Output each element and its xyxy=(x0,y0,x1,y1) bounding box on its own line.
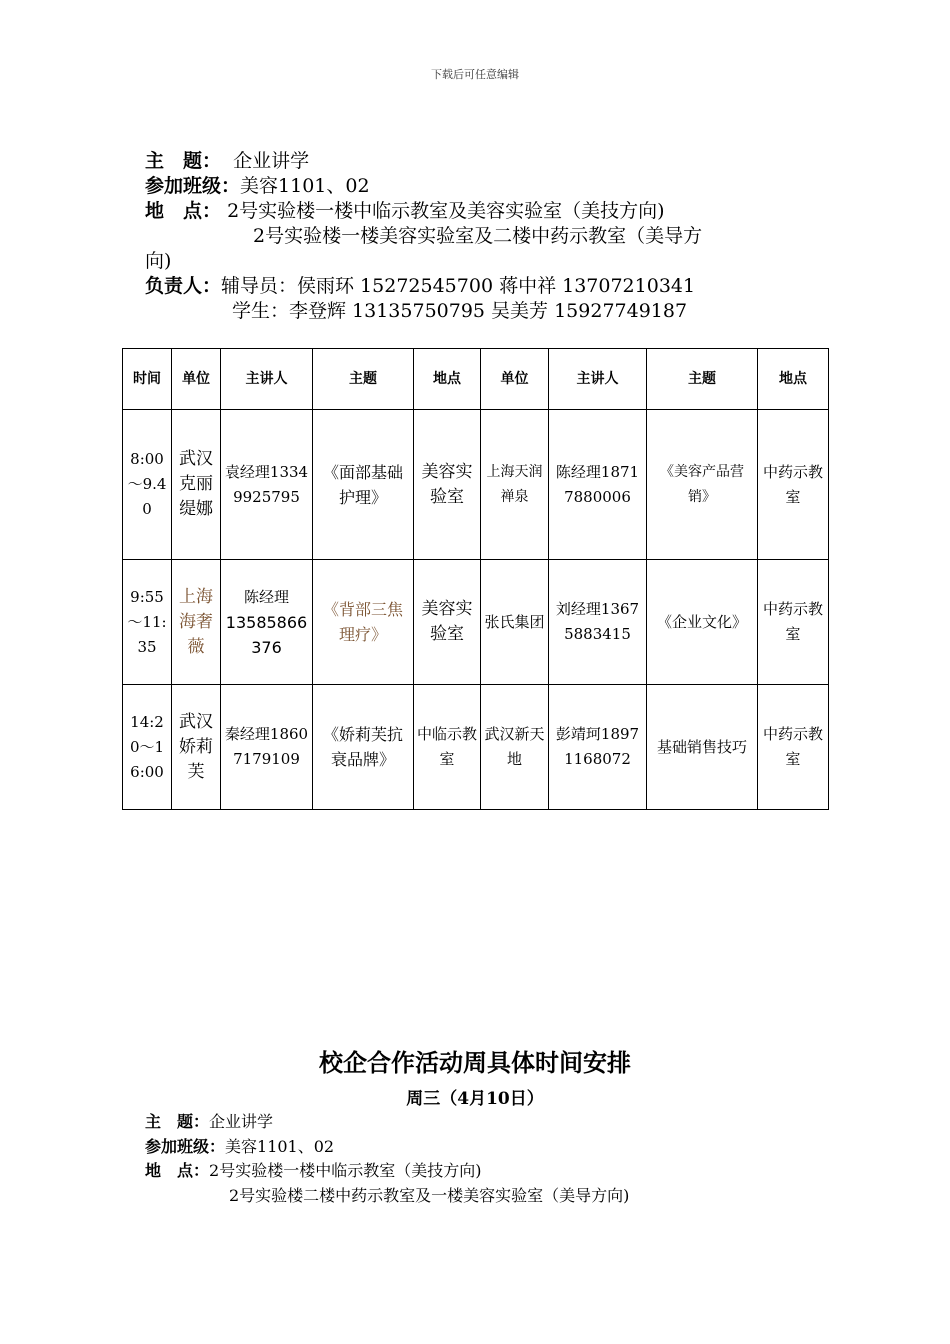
place-value-2-2: 2号实验楼二楼中药示教室及一楼美容实验室（美导方向) xyxy=(229,1186,630,1205)
class-label-2: 参加班级： xyxy=(145,1137,226,1156)
theme-value-2: 企业讲学 xyxy=(209,1112,274,1131)
speaker-name: 陈经理 xyxy=(243,587,289,606)
table-row xyxy=(123,560,829,685)
header-unit: 单位 xyxy=(172,349,221,410)
place-label: 地 点： xyxy=(145,200,222,222)
place-line-2 xyxy=(145,1159,481,1183)
cell-topic-2: 《企业文化》 xyxy=(647,560,758,685)
cell-place: 美容实验室 xyxy=(414,560,481,685)
header-topic: 主题 xyxy=(313,349,414,410)
class-line-2 xyxy=(145,1135,334,1159)
cell-speaker-2: 刘经理13675883415 xyxy=(549,560,647,685)
cell-unit: 武汉克丽缇娜 xyxy=(172,410,221,560)
cell-topic-2: 基础销售技巧 xyxy=(647,685,758,810)
cell-place: 美容实验室 xyxy=(414,410,481,560)
theme-line xyxy=(145,149,309,174)
section-subtitle: 周三（4月10日） xyxy=(406,1089,544,1109)
table-row xyxy=(123,685,829,810)
cell-unit-2: 上海天润禅泉 xyxy=(481,410,549,560)
cell-unit-2: 武汉新天地 xyxy=(481,685,549,810)
place-label-2: 地 点： xyxy=(145,1161,210,1180)
header-topic-2: 主题 xyxy=(647,349,758,410)
theme-label-2: 主 题： xyxy=(145,1112,210,1131)
cell-time: 9:55～11:35 xyxy=(123,560,172,685)
cell-unit: 武汉娇莉芙 xyxy=(172,685,221,810)
cell-topic: 《娇莉芙抗衰品牌》 xyxy=(313,685,414,810)
speaker-phone: 13585866376 xyxy=(225,612,308,657)
section-title: 校企合作活动周具体时间安排 xyxy=(319,1048,631,1077)
class-line xyxy=(145,174,370,199)
header-speaker: 主讲人 xyxy=(221,349,313,410)
table-header-row xyxy=(123,349,829,410)
header-unit-2: 单位 xyxy=(481,349,549,410)
header-time: 时间 xyxy=(123,349,172,410)
cell-unit-2: 张氏集团 xyxy=(481,560,549,685)
cell-topic-2: 《美容产品营销》 xyxy=(647,410,758,560)
lead-value-1: 辅导员：侯雨环 15272545700 蒋中祥 13707210341 xyxy=(221,275,696,297)
theme-line-2 xyxy=(145,1110,273,1134)
place-value-1: 2号实验楼一楼中临示教室及美容实验室（美技方向) xyxy=(227,200,665,222)
class-value: 美容1101、02 xyxy=(240,175,370,197)
place-value-2: 2号实验楼一楼美容实验室及二楼中药示教室（美导方 xyxy=(253,225,703,247)
cell-time: 8:00～9.40 xyxy=(123,410,172,560)
cell-place-2: 中药示教室 xyxy=(758,560,829,685)
cell-speaker-2: 彭靖珂18971168072 xyxy=(549,685,647,810)
cell-place: 中临示教室 xyxy=(414,685,481,810)
cell-topic: 《面部基础护理》 xyxy=(313,410,414,560)
cell-place-2: 中药示教室 xyxy=(758,410,829,560)
header-place-2: 地点 xyxy=(758,349,829,410)
header-place: 地点 xyxy=(414,349,481,410)
theme-value: 企业讲学 xyxy=(233,150,310,172)
schedule-table xyxy=(122,348,829,810)
theme-label: 主 题： xyxy=(145,150,222,172)
lead-label: 负责人： xyxy=(145,275,222,297)
place-line xyxy=(145,199,665,224)
cell-speaker: 袁经理13349925795 xyxy=(221,410,313,560)
place-value-3: 向) xyxy=(145,250,172,272)
class-label: 参加班级： xyxy=(145,175,241,197)
cell-speaker-2: 陈经理18717880006 xyxy=(549,410,647,560)
place-value-2-1: 2号实验楼一楼中临示教室（美技方向) xyxy=(209,1161,482,1180)
cell-speaker: 秦经理18607179109 xyxy=(221,685,313,810)
table-row xyxy=(123,410,829,560)
header-speaker-2: 主讲人 xyxy=(549,349,647,410)
cell-unit: 上海海奢薇 xyxy=(172,560,221,685)
header-note: 下载后可任意编辑 xyxy=(431,68,519,81)
lead-line xyxy=(145,274,695,299)
cell-speaker xyxy=(221,560,313,685)
cell-time: 14:20～16:00 xyxy=(123,685,172,810)
class-value-2: 美容1101、02 xyxy=(225,1137,335,1156)
lead-value-2: 学生：李登辉 13135750795 吴美芳 15927749187 xyxy=(232,300,688,322)
cell-topic: 《背部三焦理疗》 xyxy=(313,560,414,685)
cell-place-2: 中药示教室 xyxy=(758,685,829,810)
